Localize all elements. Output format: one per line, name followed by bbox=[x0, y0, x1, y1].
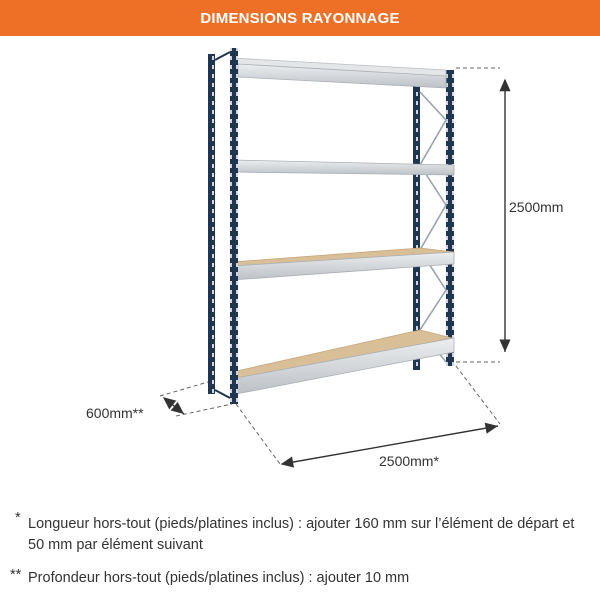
header-banner bbox=[0, 0, 600, 36]
back-bracing bbox=[420, 92, 446, 362]
back-right-upright bbox=[446, 70, 454, 366]
front-left-upright bbox=[208, 54, 215, 394]
depth-arrow bbox=[164, 398, 184, 414]
depth-label: 600mm** bbox=[86, 405, 144, 421]
footnote-marker-2: ** bbox=[10, 567, 22, 583]
footnote-marker-1: * bbox=[15, 510, 21, 526]
banner-title: DIMENSIONS RAYONNAGE bbox=[200, 9, 400, 27]
length-label: 2500mm* bbox=[379, 453, 439, 469]
footnote-length: Longueur hors-tout (pieds/platines inclus) : ajouter 160 mm sur l’élément de départ et 50 mm par élément suivant bbox=[28, 516, 575, 553]
footnote-depth: Profondeur hors-tout (pieds/platines inclus) : ajouter 10 mm bbox=[28, 570, 410, 586]
height-label: 2500mm bbox=[509, 199, 564, 215]
shelf-1 bbox=[232, 330, 454, 394]
front-right-upright bbox=[230, 48, 238, 404]
shelving-illustration bbox=[0, 36, 600, 496]
shelf-4 bbox=[232, 58, 446, 88]
back-left-upright bbox=[413, 84, 420, 370]
front-frame bbox=[208, 48, 238, 404]
shelf-2 bbox=[232, 248, 454, 280]
back-frame bbox=[413, 70, 454, 370]
shelving-diagram bbox=[0, 36, 600, 496]
